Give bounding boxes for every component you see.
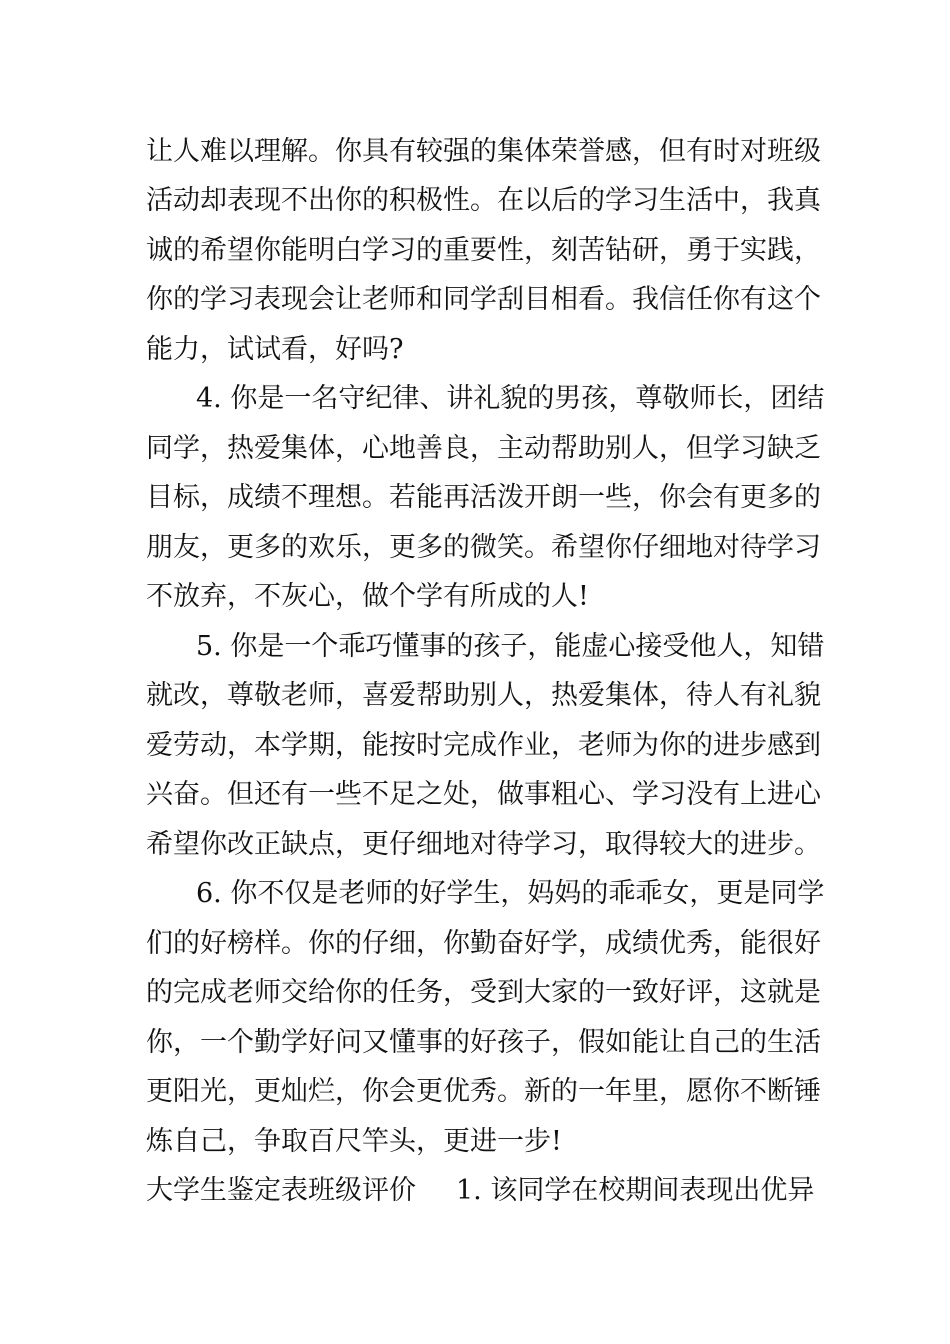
text-line: 能力，试试看，好吗? bbox=[146, 334, 404, 365]
text-line: 炼自己，争取百尺竿头，更进一步! bbox=[146, 1126, 562, 1157]
paragraph-start-line: 4. 你是一名守纪律、讲礼貌的男孩，尊敬师长，团结 bbox=[196, 383, 825, 414]
section-heading: 大学生鉴定表班级评价 bbox=[146, 1175, 416, 1206]
text-line: 希望你改正缺点，更仔细地对待学习，取得较大的进步。 bbox=[146, 829, 821, 860]
text-line: 你，一个勤学好问又懂事的好孩子，假如能让自己的生活 bbox=[146, 1027, 821, 1058]
text-line: 活动却表现不出你的积极性。在以后的学习生活中，我真 bbox=[146, 185, 821, 216]
text-line: 目标，成绩不理想。若能再活泼开朗一些，你会有更多的 bbox=[146, 482, 821, 513]
text-line: 朋友，更多的欢乐，更多的微笑。希望你仔细地对待学习 bbox=[146, 532, 821, 563]
text-line: 更阳光，更灿烂，你会更优秀。新的一年里，愿你不断锤 bbox=[146, 1076, 821, 1107]
text-line: 的完成老师交给你的任务，受到大家的一致好评，这就是 bbox=[146, 977, 821, 1008]
text-line: 诚的希望你能明白学习的重要性，刻苦钻研，勇于实践， bbox=[146, 235, 821, 266]
paragraph-start-line: 5. 你是一个乖巧懂事的孩子，能虚心接受他人，知错 bbox=[196, 631, 825, 662]
text-line: 们的好榜样。你的仔细，你勤奋好学，成绩优秀，能很好 bbox=[146, 928, 821, 959]
text-line: 爱劳动，本学期，能按时完成作业，老师为你的进步感到 bbox=[146, 730, 821, 761]
text-line: 不放弃，不灰心，做个学有所成的人! bbox=[146, 581, 589, 612]
final-line bbox=[146, 1171, 815, 1211]
text-line: 同学，热爱集体，心地善良，主动帮助别人，但学习缺乏 bbox=[146, 433, 821, 464]
section-item-start: 1. 该同学在校期间表现出优异 bbox=[456, 1175, 815, 1206]
text-line: 兴奋。但还有一些不足之处，做事粗心、学习没有上进心 bbox=[146, 779, 821, 810]
paragraph-start-line: 6. 你不仅是老师的好学生，妈妈的乖乖女，更是同学 bbox=[196, 878, 825, 909]
text-line: 让人难以理解。你具有较强的集体荣誉感，但有时对班级 bbox=[146, 136, 821, 167]
text-line: 你的学习表现会让老师和同学刮目相看。我信任你有这个 bbox=[146, 284, 821, 315]
text-line: 就改，尊敬老师，喜爱帮助别人，热爱集体，待人有礼貌 bbox=[146, 680, 821, 711]
